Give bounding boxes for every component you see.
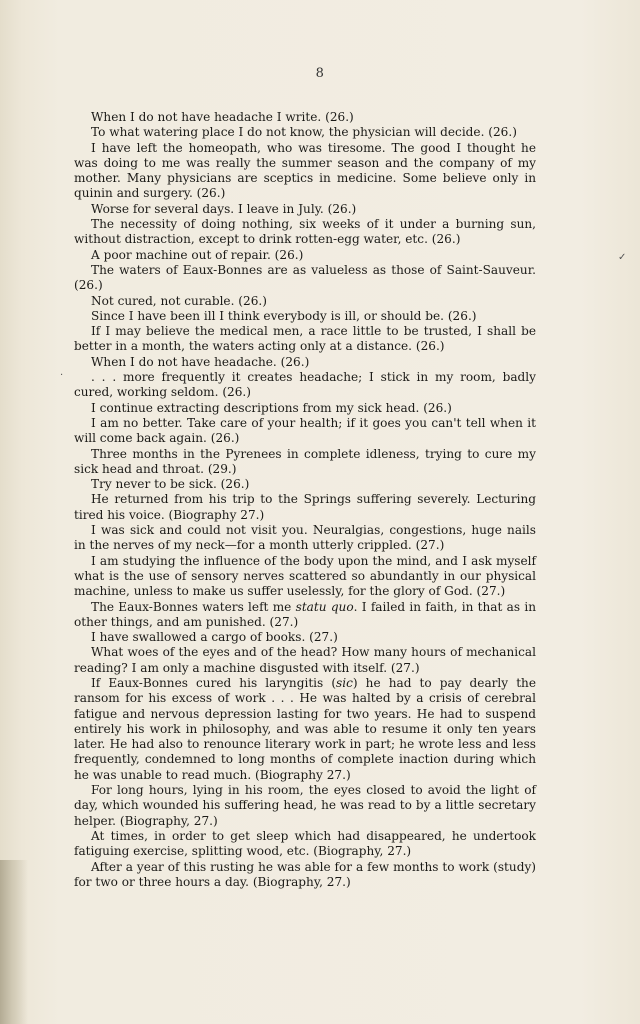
body-text [74,110,536,890]
binding-gutter-shadow [0,860,28,1024]
paragraph: I have left the homeopath, who was tiresome. The good I thought he was doing to me was really the summer season and the company of my mother. Many physicians are sceptics in medicine. Some believe only in quinin and surgery. (26.) [74,140,536,201]
paragraph-statu-quo [74,600,536,631]
paragraph: . . . more frequently it creates headache; I stick in my room, badly cured, working seldom. (26.) [74,370,536,400]
paragraph: If I may believe the medical men, a race little to be trusted, I shall be better in a month, the waters acting only at a distance. (26.) [74,324,536,354]
paragraph: I am no better. Take care of your health; if it goes you can't tell when it will come back again. (26.) [74,415,536,446]
page-number: 8 [315,66,325,81]
paragraph: When I do not have headache. (26.) [91,354,310,369]
paragraph: Worse for several days. I leave in July. (26.) [91,201,357,216]
paragraph: The waters of Eaux-Bonnes are as valueless as those of Saint-Sauveur. (26.) [74,262,536,293]
paragraph: After a year of this rusting he was able for a few months to work (study) for two or three hours a day. (Biography, 27.) [74,859,536,889]
paragraph: What woes of the eyes and of the head? How many hours of mechanical reading? I am only a machine disgusted with itself. (27.) [74,645,536,675]
margin-check-mark: ✓ [618,252,627,263]
paragraph: To what watering place I do not know, the physician will decide. (26.) [91,125,517,140]
paragraph-text: ) he had to pay dearly the ransom for his excess of work . . . He was halted by a crisis of cerebral fatigue and nervous depression lasting for two years. He had to suspend entirely his work in philosophy, and was able to resume it only ten years later. He had also to renounce literary work in part; he wrote less and less frequently, condemned to long months of complete inaction during which he was unable to read much. (Biography 27.) [74,675,537,782]
italic-phrase: statu quo [295,599,354,614]
paragraph: A poor machine out of repair. (26.) [91,247,304,262]
paragraph: I was sick and could not visit you. Neuralgias, congestions, huge nails in the nerves of my neck—for a month utterly crippled. (27.) [74,523,536,553]
paragraph: When I do not have headache I write. (26.) [91,110,354,124]
paragraph: Try never to be sick. (26.) [91,477,250,492]
paragraph: I am studying the influence of the body upon the mind, and I ask myself what is the use of sensory nerves scattered so abundantly in our physical machine, unless to make us suffer uselessly, for the glory of God. (27.) [74,553,536,599]
paragraph: Since I have been ill I think everybody is ill, or should be. (26.) [91,308,477,323]
paragraph: I have swallowed a cargo of books. (27.) [91,630,338,645]
paragraph: For long hours, lying in his room, the eyes closed to avoid the light of day, which wounded his suffering head, he was read to by a little secretary helper. (Biography, 27.) [74,783,536,828]
paragraph-text: The Eaux-Bonnes waters left me [91,599,296,614]
paragraph-text: . I failed in faith, in that as in other things, and am punished. (27.) [74,599,536,629]
italic-phrase: sic [336,675,353,690]
paragraph: He returned from his trip to the Springs suffering severely. Lecturing tired his voice. (Biography 27.) [74,492,536,522]
paragraph-text: If Eaux-Bonnes cured his laryngitis ( [91,675,337,690]
margin-dot-mark: · [60,370,64,381]
paragraph: The necessity of doing nothing, six weeks of it under a burning sun, without distraction, except to drink rotten-egg water, etc. (26.) [74,217,536,247]
paragraph: Not cured, not curable. (26.) [91,293,267,308]
paragraph: I continue extracting descriptions from my sick head. (26.) [91,400,452,415]
paragraph: At times, in order to get sleep which had disappeared, he undertook fatiguing exercise, splitting wood, etc. (Biography, 27.) [74,828,536,859]
paragraph-sic [74,676,536,783]
paragraph: Three months in the Pyrenees in complete idleness, trying to cure my sick head and throat. (29.) [74,446,536,476]
